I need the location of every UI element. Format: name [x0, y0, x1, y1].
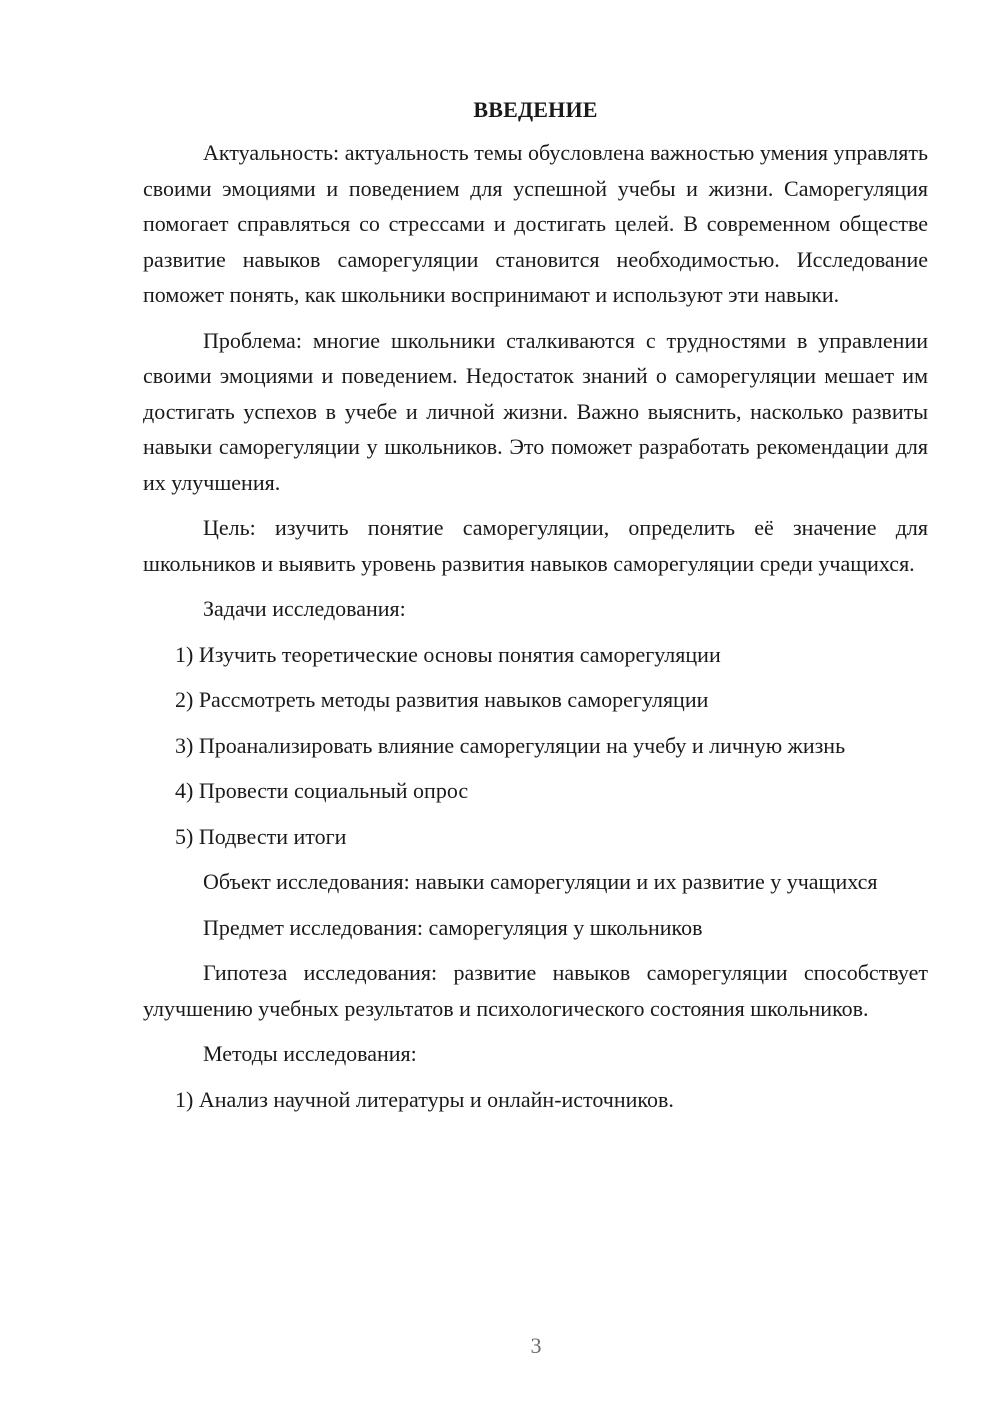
paragraph-subject: Предмет исследования: саморегуляция у школьников: [203, 914, 703, 940]
section-title: ВВЕДЕНИЕ: [473, 97, 598, 122]
methods-heading: Методы исследования:: [203, 1041, 417, 1066]
paragraph-hypothesis: Гипотеза исследования: развитие навыков саморегуляции способствует улучшению учебных результатов и психологического состояния школьников.: [143, 960, 928, 1021]
page-number: 3: [530, 1333, 542, 1358]
task-item-2: 2) Рассмотреть методы развития навыков саморегуляции: [175, 687, 709, 712]
paragraph-object: Объект исследования: навыки саморегуляции и их развитие у учащихся: [203, 869, 878, 894]
task-item-3: 3) Проанализировать влияние саморегуляции на учебу и личную жизнь: [175, 732, 846, 758]
task-item-1: 1) Изучить теоретические основы понятия саморегуляции: [175, 641, 721, 667]
paragraph-goal: Цель: изучить понятие саморегуляции, определить её значение для школьников и выявить уровень развития навыков саморегуляции среди учащихся.: [143, 515, 928, 576]
task-item-4: 4) Провести социальный опрос: [175, 778, 469, 803]
tasks-heading: Задачи исследования:: [203, 596, 406, 621]
task-item-5: 5) Подвести итоги: [175, 823, 347, 849]
document-page: [143, 95, 928, 1127]
paragraph-problem: Проблема: многие школьники сталкиваются с трудностями в управлении своими эмоциями и поведением. Недостаток знаний о саморегуляции мешает им достигать успехов в учебе и личной жизни. Важно выяснить, насколько развиты навыки саморегуляции у школьников. Это поможет разработать рекомендации для их улучшения.: [143, 327, 928, 495]
paragraph-relevance: Актуальность: актуальность темы обусловлена важностью умения управлять своими эмоциями и поведением для успешной учебы и жизни. Саморегуляция помогает справляться со стрессами и достигать целей. В современном обществе развитие навыков саморегуляции становится необходимостью. Исследование поможет понять, как школьники воспринимают и используют эти навыки.: [143, 140, 928, 307]
method-item-1: 1) Анализ научной литературы и онлайн-источников.: [175, 1086, 674, 1112]
